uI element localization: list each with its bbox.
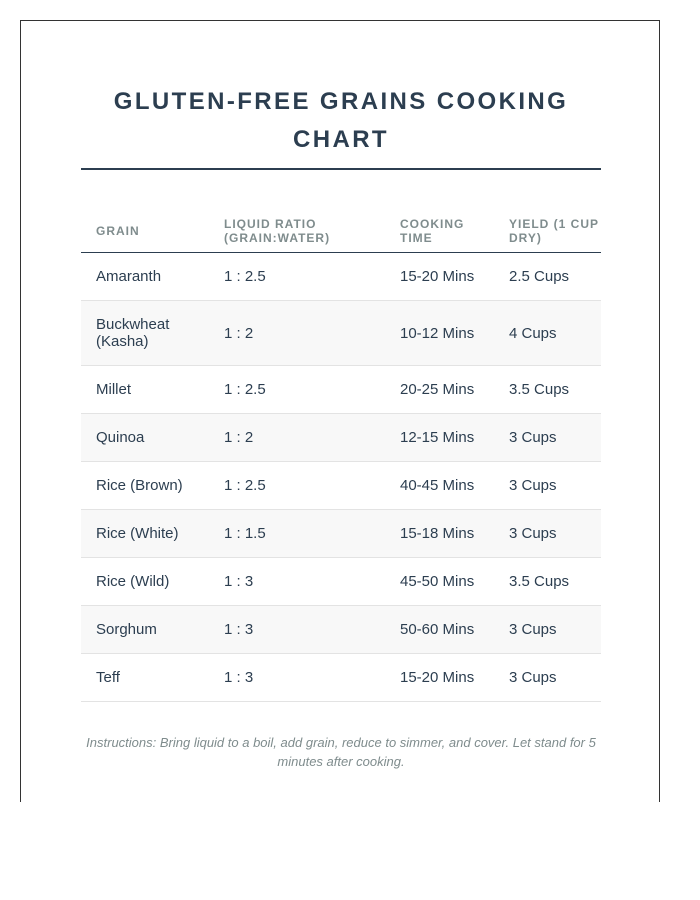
cell-time: 15-20 Mins	[385, 654, 494, 702]
cell-ratio: 1 : 1.5	[209, 510, 385, 558]
cell-yield: 4 Cups	[494, 301, 601, 366]
title-divider	[81, 168, 601, 170]
page-title: GLUTEN-FREE GRAINS COOKING CHART	[113, 88, 569, 153]
table-row	[81, 558, 601, 606]
cell-ratio: 1 : 2.5	[209, 462, 385, 510]
cell-time: 12-15 Mins	[385, 414, 494, 462]
cell-time: 20-25 Mins	[385, 366, 494, 414]
instructions-note: Instructions: Bring liquid to a boil, add grain, reduce to simmer, and cover. Let stand for 5 minutes after cooking.	[86, 735, 596, 769]
cell-time: 40-45 Mins	[385, 462, 494, 510]
cell-grain: Millet	[81, 366, 209, 414]
table-row	[81, 414, 601, 462]
table-row	[81, 301, 601, 366]
header-liquid-ratio: LIQUID RATIO (GRAIN:WATER)	[209, 209, 385, 253]
cell-ratio: 1 : 2.5	[209, 366, 385, 414]
cell-ratio: 1 : 2	[209, 301, 385, 366]
table-row	[81, 606, 601, 654]
cell-grain: Rice (Brown)	[81, 462, 209, 510]
cell-grain: Buckwheat (Kasha)	[81, 301, 209, 366]
cell-ratio: 1 : 2	[209, 414, 385, 462]
cell-time: 15-20 Mins	[385, 253, 494, 301]
cell-grain: Rice (Wild)	[81, 558, 209, 606]
header-yield: YIELD (1 CUP DRY)	[494, 209, 601, 253]
table-row	[81, 654, 601, 702]
header-grain: GRAIN	[81, 209, 209, 253]
cell-ratio: 1 : 2.5	[209, 253, 385, 301]
cell-ratio: 1 : 3	[209, 606, 385, 654]
table-header-row	[81, 209, 601, 253]
cell-grain: Teff	[81, 654, 209, 702]
cell-yield: 3 Cups	[494, 414, 601, 462]
cell-yield: 3 Cups	[494, 510, 601, 558]
chart-card	[20, 20, 660, 802]
cell-yield: 3.5 Cups	[494, 558, 601, 606]
cell-yield: 3 Cups	[494, 462, 601, 510]
table-row	[81, 462, 601, 510]
cell-yield: 2.5 Cups	[494, 253, 601, 301]
table-row	[81, 366, 601, 414]
cell-grain: Sorghum	[81, 606, 209, 654]
cell-time: 10-12 Mins	[385, 301, 494, 366]
table-row	[81, 253, 601, 301]
cell-grain: Quinoa	[81, 414, 209, 462]
cell-time: 45-50 Mins	[385, 558, 494, 606]
header-cooking-time: COOKING TIME	[385, 209, 494, 253]
cell-time: 15-18 Mins	[385, 510, 494, 558]
cell-ratio: 1 : 3	[209, 558, 385, 606]
cell-yield: 3 Cups	[494, 654, 601, 702]
cell-grain: Amaranth	[81, 253, 209, 301]
cell-time: 50-60 Mins	[385, 606, 494, 654]
cell-grain: Rice (White)	[81, 510, 209, 558]
cell-ratio: 1 : 3	[209, 654, 385, 702]
cell-yield: 3 Cups	[494, 606, 601, 654]
table-row	[81, 510, 601, 558]
cell-yield: 3.5 Cups	[494, 366, 601, 414]
grains-table	[81, 209, 601, 702]
